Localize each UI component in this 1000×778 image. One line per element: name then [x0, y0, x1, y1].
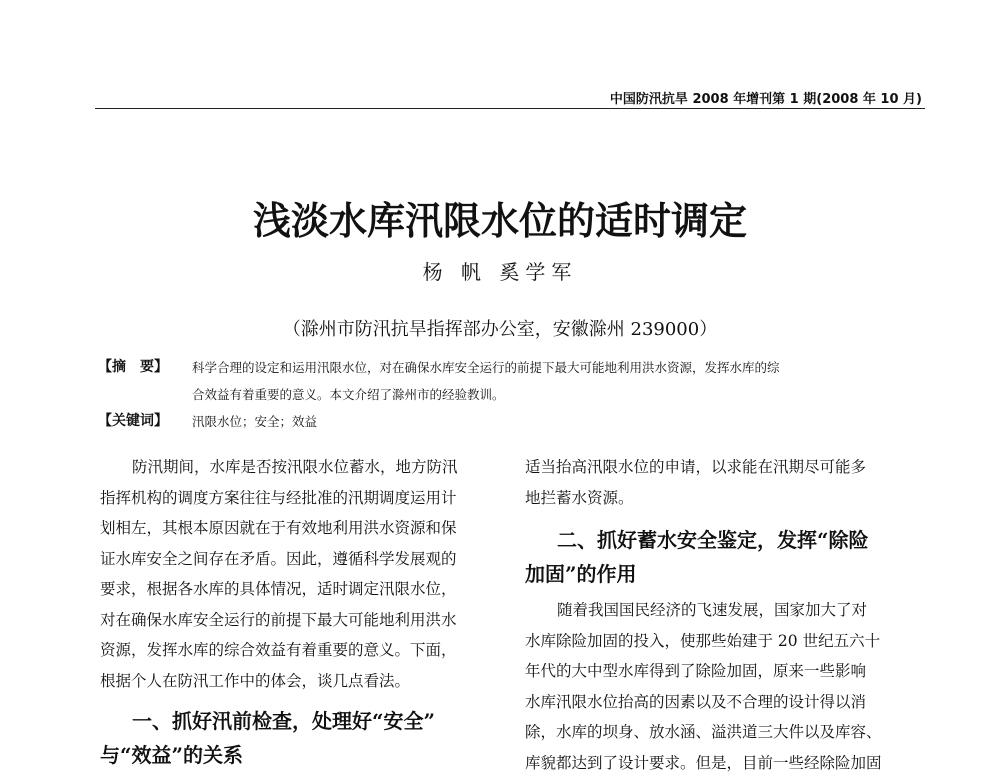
body-line: 年代的大中型水库得到了除险加固，原来一些影响 — [525, 656, 925, 687]
body-line: 水库除险加固的投入，使那些始建于 20 世纪五六十 — [525, 626, 925, 657]
right-column — [525, 452, 925, 778]
body-line: 资源，发挥水库的综合效益有着重要的意义。下面， — [100, 635, 495, 666]
keywords-label: 【关键词】 — [98, 410, 168, 430]
body-line: 适当抬高汛限水位的申请，以求能在汛期尽可能多 — [525, 452, 925, 483]
body-line: 水库汛限水位抬高的因素以及不合理的设计得以消 — [525, 687, 925, 718]
body-line: 地拦蓄水资源。 — [525, 483, 925, 514]
body-line: 指挥机构的调度方案往往与经批准的汛期调度运用计 — [100, 483, 495, 514]
keywords: 汛限水位；安全；效益 — [192, 412, 317, 430]
body-line: 要求，根据各水库的具体情况，适时调定汛限水位， — [100, 574, 495, 605]
section-heading: 加固”的作用 — [525, 557, 925, 591]
body-line: 除，水库的坝身、放水涵、溢洪道三大件以及库容、 — [525, 717, 925, 748]
body-line: 证水库安全之间存在矛盾。因此，遵循科学发展观的 — [100, 544, 495, 575]
body-line: 对在确保水库安全运行的前提下最大可能地利用洪水 — [100, 605, 495, 636]
authors: 杨 帆 奚学军 — [0, 256, 1000, 285]
body-line: 随着我国国民经济的飞速发展，国家加大了对 — [525, 595, 925, 626]
body-line: 根据个人在防汛工作中的体会，谈几点看法。 — [100, 666, 495, 697]
abstract-line: 合效益有着重要的意义。本文介绍了滁州市的经验教训。 — [192, 385, 505, 403]
section-heading: 与“效益”的关系 — [100, 738, 495, 772]
body-line: 划相左，其根本原因就在于有效地利用洪水资源和保 — [100, 513, 495, 544]
body-line: 防汛期间，水库是否按汛限水位蓄水，地方防汛 — [100, 452, 495, 483]
body-line: 库貌都达到了设计要求。但是，目前一些经除险加固 — [525, 748, 925, 778]
section-heading: 二、抓好蓄水安全鉴定，发挥“除险 — [525, 523, 925, 557]
paper-title: 浅淡水库汛限水位的适时调定 — [0, 190, 1000, 245]
left-column — [100, 452, 495, 772]
abstract-line: 科学合理的设定和运用汛限水位，对在确保水库安全运行的前提下最大可能地利用洪水资源，发挥水库的综 — [192, 358, 780, 376]
header-rule — [95, 108, 925, 109]
abstract-label: 【摘 要】 — [98, 356, 168, 376]
running-header: 中国防汛抗旱 2008 年增刊第 1 期(2008 年 10 月) — [610, 88, 922, 107]
section-heading: 一、抓好汛前检查，处理好“安全” — [100, 704, 495, 738]
affiliation: （滁州市防汛抗旱指挥部办公室，安徽滁州 239000） — [0, 315, 1000, 341]
